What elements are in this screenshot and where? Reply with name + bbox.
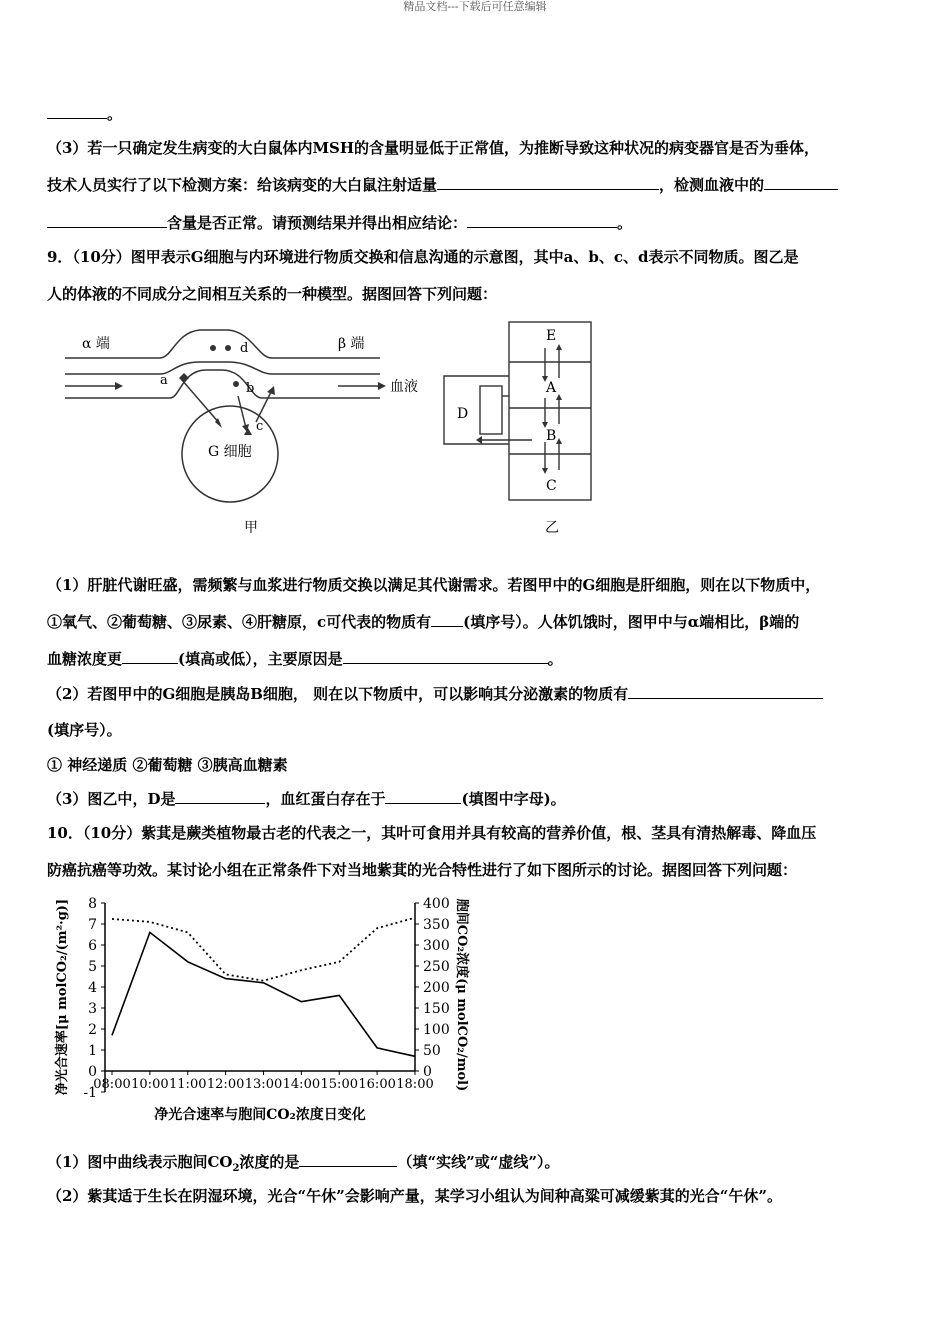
- q9-part2-options: ① 神经递质 ②葡萄糖 ③胰高血糖素: [47, 756, 288, 774]
- q9-part1-line3: [47, 649, 563, 669]
- label-C: C: [546, 478, 557, 494]
- blank[interactable]: [467, 213, 617, 228]
- left-tick-label: -1: [83, 1085, 97, 1101]
- text: (填图中字母)。: [461, 790, 566, 808]
- right-tick-label: 400: [423, 896, 450, 912]
- label-A: A: [546, 380, 557, 396]
- g-cell-label: G 细胞: [208, 444, 252, 460]
- q9-part2-line2: (填序号）。: [47, 721, 122, 739]
- q8-part3-line3: [47, 213, 632, 233]
- beta-end-label: β 端: [338, 336, 365, 352]
- text: ①氧气、②葡萄糖、③尿素、④肝糖原，c可代表的物质有: [47, 613, 432, 631]
- blank[interactable]: [299, 1152, 397, 1167]
- x-tick-label: 18:00: [396, 1077, 434, 1092]
- blank[interactable]: [437, 175, 659, 190]
- blank[interactable]: [764, 175, 838, 190]
- right-tick-label: 150: [423, 1001, 450, 1017]
- dot-d2: [225, 345, 231, 351]
- series-line-net-photosynthesis: [112, 932, 415, 1056]
- text: （1）图中曲线表示胞间CO: [47, 1153, 233, 1171]
- arrow-b-to-cell: [238, 396, 246, 428]
- text: 。: [547, 650, 563, 668]
- x-tick-label: 15:00: [320, 1077, 358, 1092]
- left-tick-label: 5: [88, 959, 97, 975]
- dot-b: [233, 381, 239, 387]
- text: （3）图乙中，D是: [47, 790, 176, 808]
- left-tick-label: 8: [88, 896, 97, 912]
- figure-jia: [60, 318, 440, 540]
- right-tick-label: 350: [423, 917, 450, 933]
- q9-part1-line2: [47, 612, 799, 632]
- left-tick-label: 7: [88, 917, 97, 933]
- alpha-end-label: α 端: [82, 336, 110, 352]
- x-tick-label: 12:00: [206, 1077, 245, 1092]
- text: ，检测血液中的: [659, 176, 765, 194]
- label-a: a: [160, 373, 168, 388]
- blank[interactable]: [47, 104, 107, 119]
- text: （2）若图甲中的G细胞是胰岛B细胞， 则在以下物质中，可以影响其分泌激素的物质有: [47, 685, 629, 703]
- right-tick-label: 300: [423, 938, 450, 954]
- q10-stem-line2: 防癌抗癌等功效。某讨论小组在正常条件下对当地紫萁的光合特性进行了如下图所示的讨论。据图回答下列问题：: [47, 861, 798, 879]
- blank[interactable]: [122, 649, 178, 664]
- chart-title: 净光合速率与胞间CO₂浓度日变化: [154, 1107, 366, 1123]
- text: （填“实线”或“虚线”）。: [397, 1153, 560, 1171]
- q9-part3-line: [47, 789, 566, 809]
- right-tick-label: 100: [423, 1022, 450, 1038]
- blank[interactable]: [47, 213, 167, 228]
- text: 血糖浓度更: [47, 650, 123, 668]
- left-tick-label: 0: [88, 1064, 97, 1080]
- left-tick-label: 1: [88, 1043, 97, 1059]
- label-c: c: [256, 419, 264, 434]
- q9-stem-line2: 人的体液的不同成分之间相互关系的一种模型。据图回答下列问题：: [47, 285, 498, 303]
- x-tick-label: 13:00: [244, 1077, 283, 1092]
- vessel-upper-wall: [65, 330, 380, 358]
- subscript: 2: [232, 1163, 240, 1174]
- left-tick-label: 3: [88, 1001, 97, 1017]
- q8-part3-line1: （3）若一只确定发生病变的大白鼠体内MSH的含量明显低于正常值，为推断导致这种状况的病变器官是否为垂体，: [47, 139, 820, 157]
- answer-blank-line: [47, 104, 122, 124]
- label-E: E: [546, 328, 557, 344]
- blank[interactable]: [431, 612, 463, 627]
- q8-part3-line2: [47, 175, 838, 195]
- caption-jia: 甲: [244, 520, 258, 536]
- x-tick-label: 11:00: [169, 1077, 207, 1092]
- vessel-middle-wall: [65, 362, 380, 374]
- right-tick-label: 250: [423, 959, 450, 975]
- x-tick-label: 08:00: [93, 1077, 131, 1092]
- q9-part1-line1: （1）肝脏代谢旺盛，需频繁与血浆进行物质交换以满足其代谢需求。若图甲中的G细胞是肝细胞，则在以下物质中，: [47, 576, 821, 594]
- x-tick-label: 16:00: [358, 1077, 396, 1092]
- label-b: b: [246, 381, 255, 396]
- text: 浓度的是: [239, 1153, 300, 1171]
- d-inner: [480, 386, 502, 434]
- q10-stem-line1: 10．（10分）紫萁是蕨类植物最古老的代表之一，其叶可食用并具有较高的营养价值，根、茎具有清热解毒、降血压: [47, 824, 817, 842]
- blank[interactable]: [628, 684, 823, 699]
- series-line-co2: [112, 918, 415, 981]
- text: (填序号）。人体饥饿时，图甲中与α端相比，β端的: [463, 613, 800, 631]
- arrowhead: [115, 382, 123, 390]
- figure-yi: [440, 318, 615, 540]
- caption-yi: 乙: [545, 520, 559, 536]
- arrow-a-to-cell: [182, 380, 220, 424]
- photosynthesis-chart: [48, 893, 478, 1128]
- arrow-c-out: [256, 390, 272, 422]
- text: 技术人员实行了以下检测方案：给该病变的大白鼠注射适量: [47, 176, 438, 194]
- arrowhead: [378, 382, 386, 390]
- right-axis-label: 胞间CO₂浓度(μ molCO₂/mol): [454, 898, 469, 1092]
- text: 。: [617, 214, 633, 232]
- blood-label: 血液: [390, 379, 418, 395]
- page-header: 精品文档---下载后可任意编辑: [403, 0, 547, 13]
- label-d: d: [240, 341, 249, 356]
- left-tick-label: 4: [88, 980, 97, 996]
- blank[interactable]: [343, 649, 548, 664]
- text: 含量是否正常。请预测结果并得出相应结论：: [167, 214, 468, 232]
- x-tick-label: 10:00: [131, 1077, 169, 1092]
- q10-part1-line: [47, 1152, 559, 1179]
- right-tick-label: 200: [423, 980, 450, 996]
- right-tick-label: 0: [423, 1064, 432, 1080]
- q9-stem-line1: 9．（10分）图甲表示G细胞与内环境进行物质交换和信息沟通的示意图，其中a、b、c、d表示不同物质。图乙是: [47, 248, 799, 266]
- dot-d1: [210, 345, 216, 351]
- text: (填高或低），主要原因是: [178, 650, 343, 668]
- q9-part2-line1: [47, 684, 823, 704]
- label-B: B: [546, 428, 557, 444]
- q10-part2-line: （2）紫萁适于生长在阴湿环境，光合“午休”会影响产量，某学习小组认为间种高粱可减缓紫萁的光合“午休”。: [47, 1187, 782, 1205]
- left-tick-label: 6: [88, 938, 97, 954]
- blank[interactable]: [385, 789, 461, 804]
- right-tick-label: 50: [423, 1043, 441, 1059]
- outer-box: [509, 322, 591, 500]
- diamond-a: [179, 373, 189, 383]
- text: 。: [107, 105, 123, 123]
- text: ，血红蛋白存在于: [265, 790, 386, 808]
- x-tick-label: 14:00: [282, 1077, 321, 1092]
- left-tick-label: 2: [88, 1022, 97, 1038]
- label-D: D: [457, 406, 469, 422]
- left-axis-label: 净光合速率[μ molCO₂/(m²·g)]: [55, 898, 70, 1096]
- blank[interactable]: [175, 789, 265, 804]
